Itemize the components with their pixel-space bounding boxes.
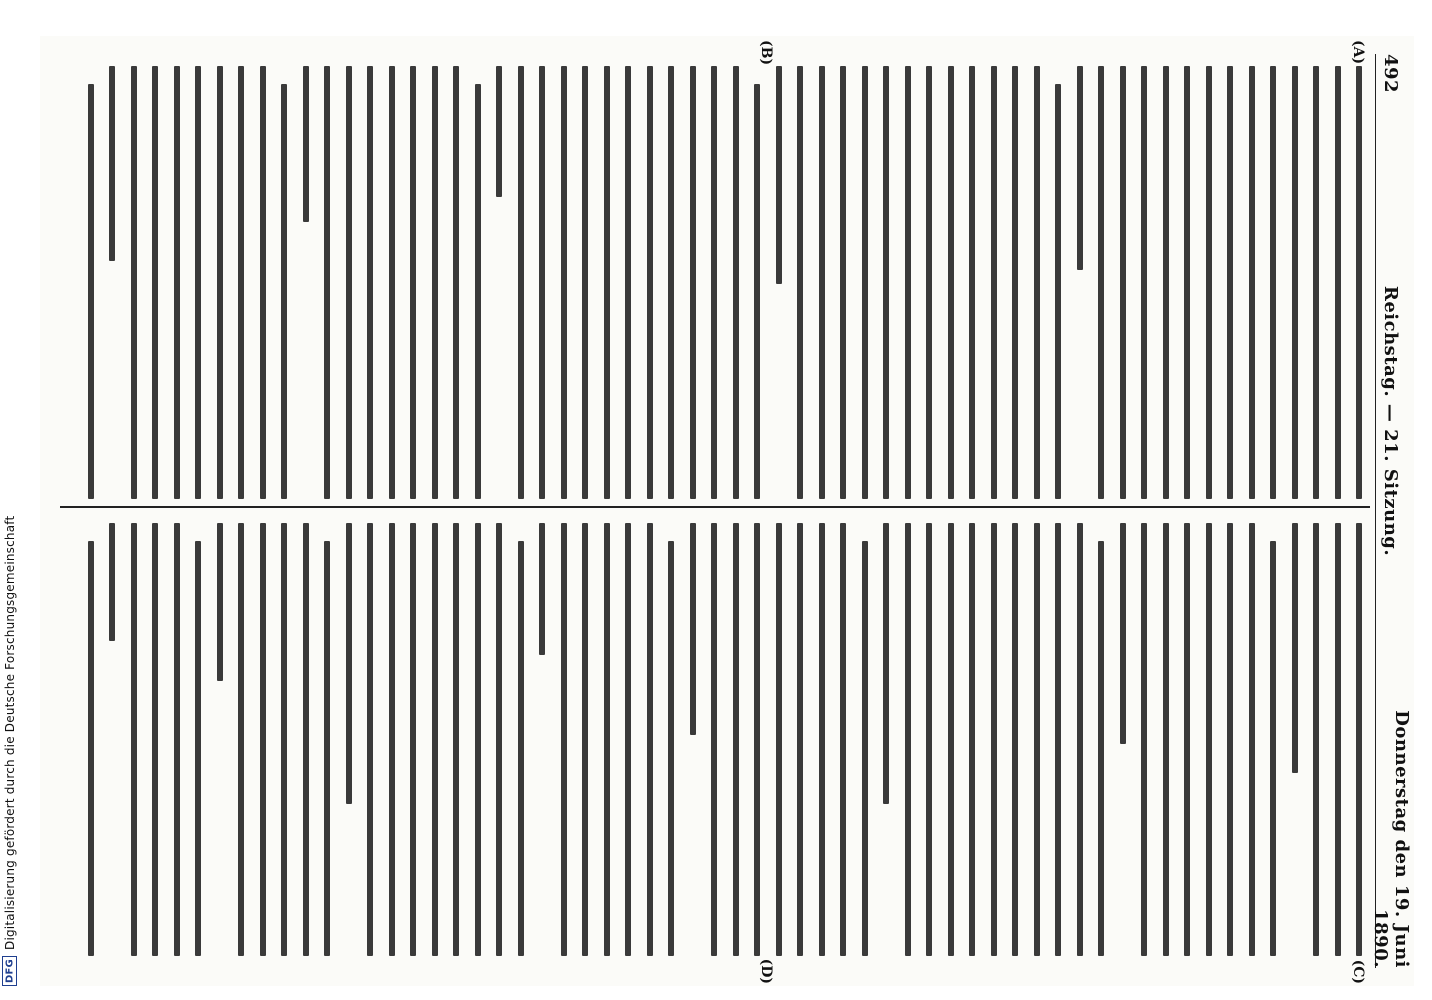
text-line-bar	[410, 523, 416, 956]
text-line-bar	[1163, 66, 1169, 499]
text-line-placeholder	[231, 523, 253, 956]
text-line-bar	[1313, 523, 1319, 956]
text-line-bar	[453, 66, 459, 499]
text-column-left	[60, 66, 1370, 499]
text-line-bar	[88, 541, 94, 956]
text-line-placeholder	[1306, 66, 1328, 499]
text-line-placeholder	[446, 523, 468, 956]
text-line-bar	[797, 66, 803, 499]
text-line-placeholder	[489, 523, 511, 956]
credit-sidebar	[0, 0, 20, 1000]
text-line-bar	[819, 523, 825, 956]
page-header	[1370, 54, 1412, 968]
text-line-placeholder	[876, 523, 898, 956]
text-line-bar	[1120, 523, 1126, 744]
text-line-placeholder	[1220, 523, 1242, 956]
text-line-placeholder	[80, 66, 102, 499]
text-line-placeholder	[983, 66, 1005, 499]
text-line-bar	[1356, 523, 1362, 956]
text-line-placeholder	[424, 523, 446, 956]
text-line-placeholder	[467, 66, 489, 499]
text-line-bar	[1141, 523, 1147, 956]
text-line-placeholder	[790, 523, 812, 956]
margin-letter-d: (D)	[758, 958, 774, 984]
text-line-placeholder	[661, 66, 683, 499]
text-line-bar	[733, 523, 739, 956]
text-line-placeholder	[618, 523, 640, 956]
text-line-bar	[797, 523, 803, 956]
text-line-placeholder	[1134, 66, 1156, 499]
text-line-placeholder	[403, 523, 425, 956]
text-line-placeholder	[596, 66, 618, 499]
text-line-bar	[1292, 66, 1298, 499]
text-line-placeholder	[553, 66, 575, 499]
margin-letter-a: (A)	[1350, 40, 1366, 65]
text-line-bar	[1292, 523, 1298, 773]
text-line-bar	[1249, 523, 1255, 956]
text-line-bar	[582, 66, 588, 499]
text-line-placeholder	[403, 66, 425, 499]
text-line-bar	[1034, 523, 1040, 956]
text-line-placeholder	[854, 66, 876, 499]
text-line-bar	[260, 523, 266, 956]
text-line-bar	[561, 66, 567, 499]
text-line-bar	[604, 66, 610, 499]
text-line-bar	[776, 66, 782, 284]
text-line-bar	[733, 66, 739, 499]
text-line-placeholder	[833, 523, 855, 956]
text-line-bar	[991, 66, 997, 499]
text-line-placeholder	[1241, 66, 1263, 499]
page-date: Donnerstag den 19. Juni 1890.	[1370, 710, 1412, 968]
text-line-bar	[496, 66, 502, 197]
text-line-bar	[690, 66, 696, 499]
text-line-placeholder	[768, 66, 790, 499]
text-line-bar	[561, 523, 567, 956]
text-line-placeholder	[1263, 66, 1285, 499]
text-line-bar	[1313, 66, 1319, 499]
text-line-placeholder	[1155, 523, 1177, 956]
text-line-bar	[475, 523, 481, 956]
column-divider	[60, 506, 1370, 508]
text-line-placeholder	[532, 66, 554, 499]
text-line-placeholder	[295, 66, 317, 499]
text-line-bar	[668, 541, 674, 956]
text-line-bar	[625, 523, 631, 956]
text-line-placeholder	[510, 523, 532, 956]
text-line-bar	[582, 523, 588, 956]
text-line-bar	[195, 541, 201, 956]
text-line-bar	[1055, 523, 1061, 956]
text-line-placeholder	[102, 66, 124, 499]
text-line-bar	[109, 66, 115, 261]
credit-text	[2, 14, 18, 994]
text-line-placeholder	[768, 523, 790, 956]
text-line-placeholder	[274, 523, 296, 956]
text-line-bar	[905, 523, 911, 956]
text-line-placeholder	[166, 66, 188, 499]
text-line-placeholder	[1263, 523, 1285, 956]
text-line-bar	[260, 66, 266, 499]
text-line-bar	[539, 523, 545, 655]
text-line-placeholder	[1220, 66, 1242, 499]
text-line-bar	[625, 66, 631, 499]
text-line-placeholder	[123, 523, 145, 956]
text-line-bar	[711, 523, 717, 956]
text-line-placeholder	[1155, 66, 1177, 499]
text-line-bar	[1184, 523, 1190, 956]
text-line-bar	[948, 523, 954, 956]
text-line-placeholder	[188, 66, 210, 499]
text-line-placeholder	[639, 523, 661, 956]
text-line-bar	[604, 523, 610, 956]
text-line-bar	[1206, 66, 1212, 499]
text-line-placeholder	[596, 523, 618, 956]
text-line-bar	[1356, 66, 1362, 499]
text-line-bar	[238, 523, 244, 956]
text-line-placeholder	[1241, 523, 1263, 956]
text-line-bar	[195, 66, 201, 499]
text-line-placeholder	[1091, 66, 1113, 499]
text-line-bar	[346, 66, 352, 499]
text-line-placeholder	[1048, 523, 1070, 956]
text-line-bar	[1012, 66, 1018, 499]
text-line-placeholder	[1349, 66, 1371, 499]
text-line-placeholder	[532, 523, 554, 956]
text-line-bar	[840, 523, 846, 956]
text-line-placeholder	[145, 66, 167, 499]
text-line-placeholder	[80, 523, 102, 956]
text-line-placeholder	[1069, 523, 1091, 956]
text-line-bar	[1163, 523, 1169, 956]
text-line-placeholder	[1198, 66, 1220, 499]
text-line-bar	[1335, 523, 1341, 956]
text-line-bar	[346, 523, 352, 804]
text-line-placeholder	[1026, 523, 1048, 956]
text-line-placeholder	[962, 523, 984, 956]
text-line-bar	[324, 541, 330, 956]
text-line-placeholder	[1284, 523, 1306, 956]
text-line-bar	[496, 523, 502, 956]
text-line-placeholder	[1091, 523, 1113, 956]
text-line-bar	[152, 66, 158, 499]
text-line-bar	[475, 84, 481, 499]
text-line-placeholder	[166, 523, 188, 956]
page-title: Reichstag. — 21. Sitzung.	[1380, 285, 1402, 557]
text-line-bar	[1034, 66, 1040, 499]
text-line-bar	[324, 66, 330, 499]
text-line-bar	[1012, 523, 1018, 956]
text-line-placeholder	[1177, 66, 1199, 499]
text-line-bar	[131, 523, 137, 956]
text-line-bar	[432, 66, 438, 499]
text-line-bar	[281, 84, 287, 499]
text-line-placeholder	[983, 523, 1005, 956]
text-line-bar	[883, 66, 889, 499]
text-line-placeholder	[854, 523, 876, 956]
text-line-placeholder	[1349, 523, 1371, 956]
text-line-bar	[238, 66, 244, 499]
text-line-placeholder	[381, 523, 403, 956]
text-line-bar	[1141, 66, 1147, 499]
text-line-placeholder	[360, 66, 382, 499]
text-line-placeholder	[725, 66, 747, 499]
text-line-placeholder	[725, 523, 747, 956]
text-line-placeholder	[424, 66, 446, 499]
text-line-bar	[926, 523, 932, 956]
text-line-placeholder	[682, 523, 704, 956]
text-line-placeholder	[317, 523, 339, 956]
text-line-bar	[1055, 84, 1061, 499]
text-line-placeholder	[747, 523, 769, 956]
text-line-placeholder	[553, 523, 575, 956]
text-line-placeholder	[897, 66, 919, 499]
text-line-placeholder	[123, 66, 145, 499]
text-line-placeholder	[811, 66, 833, 499]
text-line-placeholder	[467, 523, 489, 956]
text-line-bar	[367, 523, 373, 956]
text-column-right	[60, 523, 1370, 956]
text-line-bar	[948, 66, 954, 499]
text-line-placeholder	[274, 66, 296, 499]
text-line-bar	[174, 523, 180, 956]
scanned-page	[40, 36, 1414, 986]
text-line-bar	[410, 66, 416, 499]
text-line-bar	[1249, 66, 1255, 499]
text-line-bar	[668, 66, 674, 499]
text-line-placeholder	[618, 66, 640, 499]
text-line-bar	[1098, 541, 1104, 956]
text-line-placeholder	[295, 523, 317, 956]
text-line-placeholder	[188, 523, 210, 956]
text-line-bar	[1227, 66, 1233, 499]
text-line-bar	[991, 523, 997, 956]
text-line-placeholder	[682, 66, 704, 499]
text-line-bar	[389, 523, 395, 956]
text-line-bar	[905, 66, 911, 499]
text-line-bar	[281, 523, 287, 956]
text-line-placeholder	[790, 66, 812, 499]
text-line-bar	[969, 66, 975, 499]
credit-label: Digitalisierung gefördert durch die Deutsche Forschungsgemeinschaft	[3, 515, 17, 951]
text-line-bar	[647, 66, 653, 499]
text-line-bar	[174, 66, 180, 499]
text-line-placeholder	[1327, 66, 1349, 499]
text-line-placeholder	[575, 66, 597, 499]
text-line-bar	[88, 84, 94, 499]
text-line-placeholder	[940, 66, 962, 499]
text-line-bar	[367, 66, 373, 499]
text-line-placeholder	[381, 66, 403, 499]
text-line-placeholder	[833, 66, 855, 499]
text-line-bar	[647, 523, 653, 956]
text-line-placeholder	[510, 66, 532, 499]
text-line-bar	[303, 523, 309, 956]
text-line-placeholder	[1134, 523, 1156, 956]
text-line-bar	[862, 541, 868, 956]
text-line-placeholder	[940, 523, 962, 956]
text-line-placeholder	[102, 523, 124, 956]
text-line-placeholder	[962, 66, 984, 499]
text-line-bar	[840, 66, 846, 499]
text-line-bar	[1120, 66, 1126, 499]
text-line-bar	[1077, 523, 1083, 956]
text-line-bar	[776, 523, 782, 956]
text-line-bar	[883, 523, 889, 804]
text-line-placeholder	[1005, 523, 1027, 956]
text-line-placeholder	[1284, 66, 1306, 499]
text-line-placeholder	[1112, 66, 1134, 499]
text-line-placeholder	[1112, 523, 1134, 956]
text-line-placeholder	[446, 66, 468, 499]
text-line-bar	[1270, 66, 1276, 499]
text-line-bar	[690, 523, 696, 735]
text-line-bar	[1335, 66, 1341, 499]
text-line-bar	[217, 523, 223, 681]
text-line-bar	[1184, 66, 1190, 499]
text-line-bar	[926, 66, 932, 499]
text-line-placeholder	[811, 523, 833, 956]
text-line-placeholder	[231, 66, 253, 499]
text-line-bar	[432, 523, 438, 956]
text-line-placeholder	[209, 66, 231, 499]
text-line-placeholder	[338, 523, 360, 956]
page-content	[40, 36, 1414, 986]
text-line-bar	[969, 523, 975, 956]
text-line-placeholder	[876, 66, 898, 499]
text-line-placeholder	[360, 523, 382, 956]
text-line-placeholder	[919, 523, 941, 956]
text-line-bar	[109, 523, 115, 641]
text-line-bar	[711, 66, 717, 499]
text-line-placeholder	[1198, 523, 1220, 956]
margin-letter-c: (C)	[1350, 959, 1366, 984]
text-line-bar	[819, 66, 825, 499]
text-line-bar	[518, 66, 524, 499]
text-line-placeholder	[1327, 523, 1349, 956]
text-line-placeholder	[704, 66, 726, 499]
text-line-placeholder	[919, 66, 941, 499]
text-line-placeholder	[661, 523, 683, 956]
text-line-bar	[303, 66, 309, 222]
text-line-placeholder	[704, 523, 726, 956]
text-line-bar	[862, 66, 868, 499]
text-line-bar	[754, 84, 760, 499]
text-line-placeholder	[209, 523, 231, 956]
text-line-bar	[131, 66, 137, 499]
text-line-placeholder	[252, 66, 274, 499]
text-line-placeholder	[1026, 66, 1048, 499]
text-line-placeholder	[1005, 66, 1027, 499]
text-line-placeholder	[1177, 523, 1199, 956]
text-line-placeholder	[489, 66, 511, 499]
dfg-logo: DFG	[3, 956, 18, 986]
text-line-placeholder	[747, 66, 769, 499]
text-line-placeholder	[575, 523, 597, 956]
text-line-bar	[1206, 523, 1212, 956]
text-line-bar	[1077, 66, 1083, 270]
text-line-placeholder	[145, 523, 167, 956]
text-line-placeholder	[639, 66, 661, 499]
text-line-placeholder	[897, 523, 919, 956]
text-line-bar	[1270, 541, 1276, 956]
page-number: 492	[1380, 54, 1402, 94]
text-line-placeholder	[1306, 523, 1328, 956]
text-line-bar	[539, 66, 545, 499]
text-line-bar	[1227, 523, 1233, 956]
text-line-placeholder	[317, 66, 339, 499]
text-line-placeholder	[252, 523, 274, 956]
text-line-bar	[217, 66, 223, 499]
text-line-bar	[453, 523, 459, 956]
text-line-bar	[754, 523, 760, 956]
margin-letter-b: (B)	[758, 40, 774, 66]
text-line-bar	[389, 66, 395, 499]
text-line-placeholder	[338, 66, 360, 499]
text-line-bar	[1098, 66, 1104, 499]
text-line-bar	[518, 541, 524, 956]
text-line-placeholder	[1048, 66, 1070, 499]
text-line-placeholder	[1069, 66, 1091, 499]
text-line-bar	[152, 523, 158, 956]
